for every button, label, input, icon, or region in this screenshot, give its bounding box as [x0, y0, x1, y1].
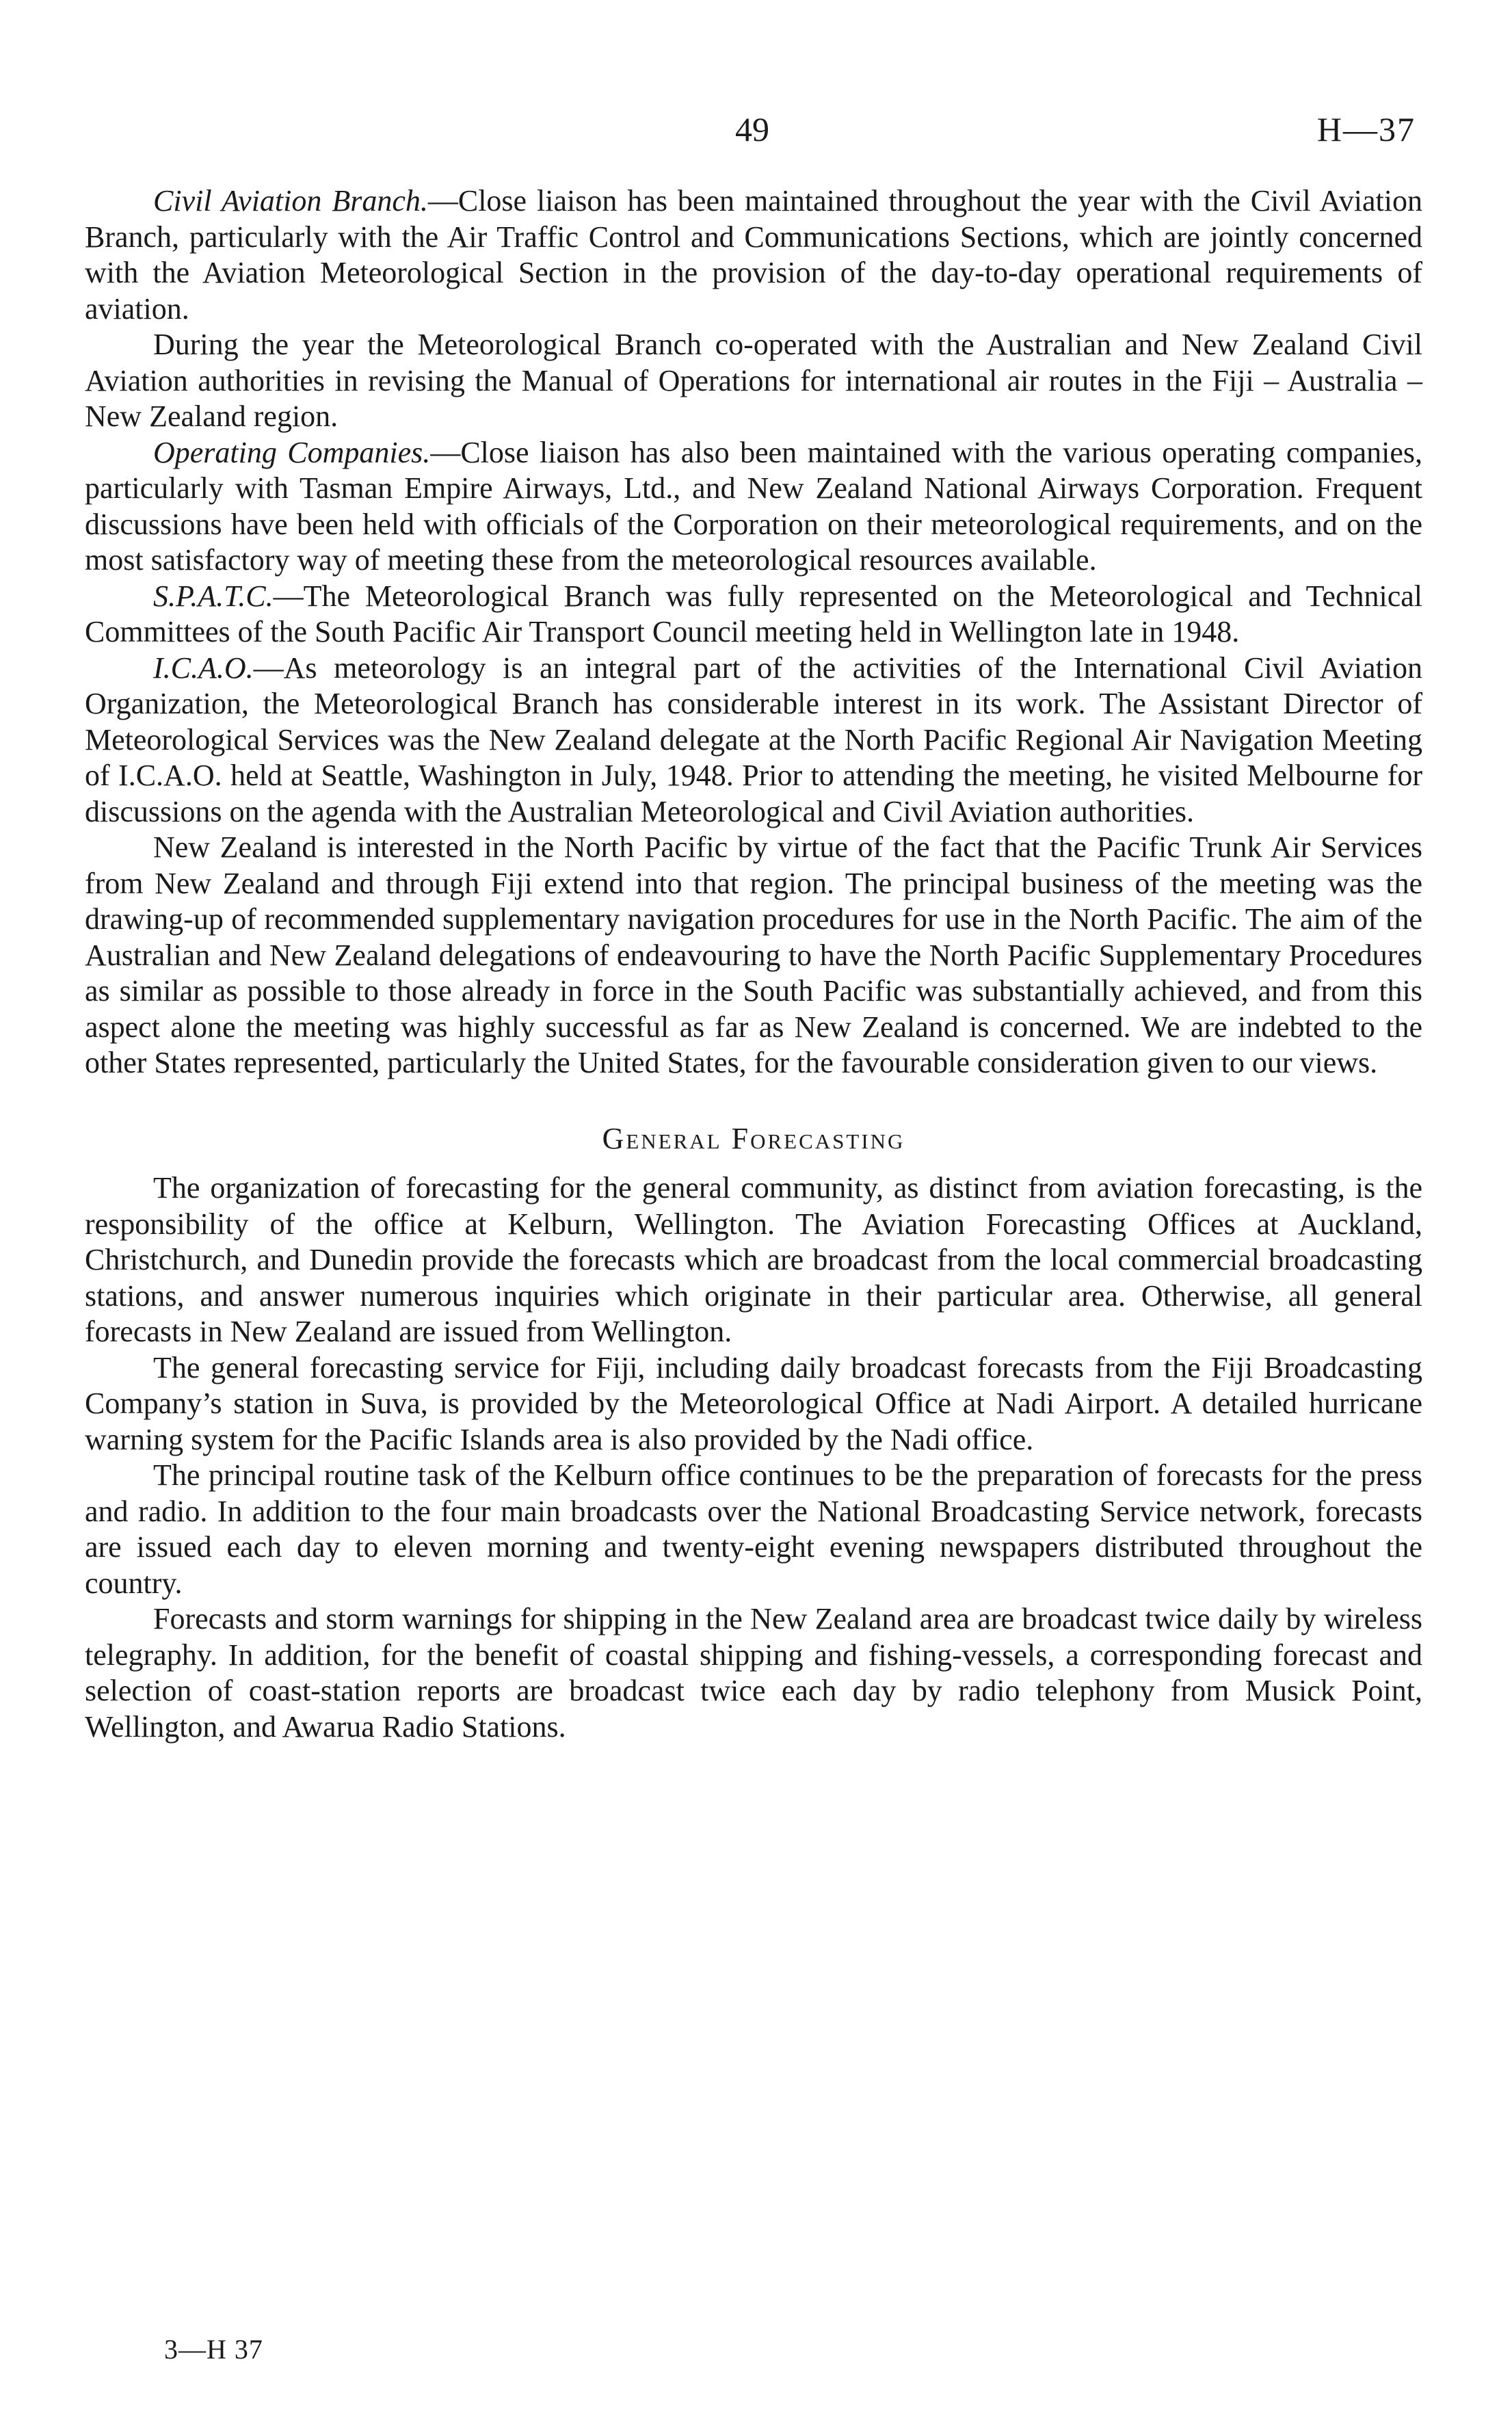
paragraph-operating-companies [85, 435, 1422, 579]
paragraph-civil-aviation [85, 183, 1422, 327]
document-reference: H—37 [1316, 110, 1416, 148]
paragraph-spatc [85, 579, 1422, 651]
paragraph-lead: Operating Companies. [153, 435, 431, 469]
paragraph-lead: I.C.A.O. [153, 651, 254, 685]
paragraph-fiji-service: The general forecasting service for Fiji, including daily broadcast forecasts from the Fiji Broadcasting Company’s station in Suva, is provided by the Meteorological Office at Nadi Airport. A detailed hurricane warning system for the Pacific Islands area is also provided by the Nadi office. [85, 1350, 1422, 1456]
document-body [85, 183, 1422, 1745]
paragraph-text: —The Meteorological Branch was fully represented on the Meteorological and Technical Committees of the South Pacific Air Transport Council meeting held in Wellington late in 1948. [85, 579, 1422, 648]
page-header [0, 109, 1512, 164]
paragraph-kelburn-task: The principal routine task of the Kelburn office continues to be the preparation of forecasts for the press and radio. In addition to the four main broadcasts over the National Broadcasting Service network, forecasts are issued each day to eleven morning and twenty-eight evening newspapers distributed throughout the country. [85, 1458, 1422, 1600]
paragraph-shipping-warnings: Forecasts and storm warnings for shipping in the New Zealand area are broadcast twice daily by wireless telegraphy. In addition, for the benefit of coastal shipping and fishing-vessels, a corresponding forecast and selection of coast-station reports are broadcast twice each day by radio telephony from Musick Point, Wellington, and Awarua Radio Stations. [85, 1602, 1422, 1744]
paragraph-lead: Civil Aviation Branch. [153, 184, 428, 218]
paragraph-text: —Close liaison has been maintained throughout the year with the Civil Aviation Branch, particularly with the Air Traffic Control and Communications Sections, which are jointly concerned with the Aviation Meteorological Section in the provision of the day-to-day operational requirements of aviation. [85, 184, 1422, 326]
section-heading: General Forecasting [602, 1121, 905, 1155]
paragraph-forecasting-organization: The organization of forecasting for the general community, as distinct from aviation forecasting, is the responsibility of the office at Kelburn, Wellington. The Aviation Forecasting Offices at Auckland, Christchurch, and Dunedin provide the forecasts which are broadcast from the local commercial broadcasting stations, and answer numerous inquiries which originate in their particular area. Otherwise, all general forecasts in New Zealand are issued from Wellington. [85, 1171, 1422, 1348]
paragraph-text: —As meteorology is an integral part of the activities of the International Civil Aviation Organization, the Meteorological Branch has considerable interest in its work. The Assistant Director of Meteorological Services was the New Zealand delegate at the North Pacific Regional Air Navigation Meeting of I.C.A.O. held at Seattle, Washington in July, 1948. Prior to attending the meeting, he visited Melbourne for discussions on the agenda with the Australian Meteorological and Civil Aviation authorities. [85, 651, 1422, 828]
paragraph-lead: S.P.A.T.C. [153, 579, 274, 613]
paragraph-text: During the year the Meteorological Branch co-operated with the Australian and New Zealand Civil Aviation authorities in revising the Manual of Operations for international air routes in the Fiji – Australia – New Zealand region. [85, 328, 1422, 433]
page-number: 49 [735, 110, 769, 148]
paragraph-icao [85, 651, 1422, 830]
paragraph-text: New Zealand is interested in the North Pacific by virtue of the fact that the Pacific Trunk Air Services from New Zealand and through Fiji extend into that region. The principal business of the meeting was the drawing-up of recommended supplementary navigation procedures for use in the North Pacific. The aim of the Australian and New Zealand delegations of endeavouring to have the North Pacific Supplementary Procedures as similar as possible to those already in force in the South Pacific was substantially achieved, and from this aspect alone the meeting was highly successful as far as New Zealand is concerned. We are indebted to the other States represented, particularly the United States, for the favourable consideration given to our views. [85, 830, 1422, 1079]
paragraph-north-pacific [85, 830, 1422, 1081]
paragraph-text: —Close liaison has also been maintained with the various operating companies, particularly with Tasman Empire Airways, Ltd., and New Zealand National Airways Corporation. Frequent discussions have been held with officials of the Corporation on their meteorological requirements, and on the most satisfactory way of meeting these from the meteorological resources available. [85, 435, 1422, 577]
paragraph-manual-revision [85, 327, 1422, 435]
printer-signature: 3—H 37 [164, 2334, 263, 2365]
